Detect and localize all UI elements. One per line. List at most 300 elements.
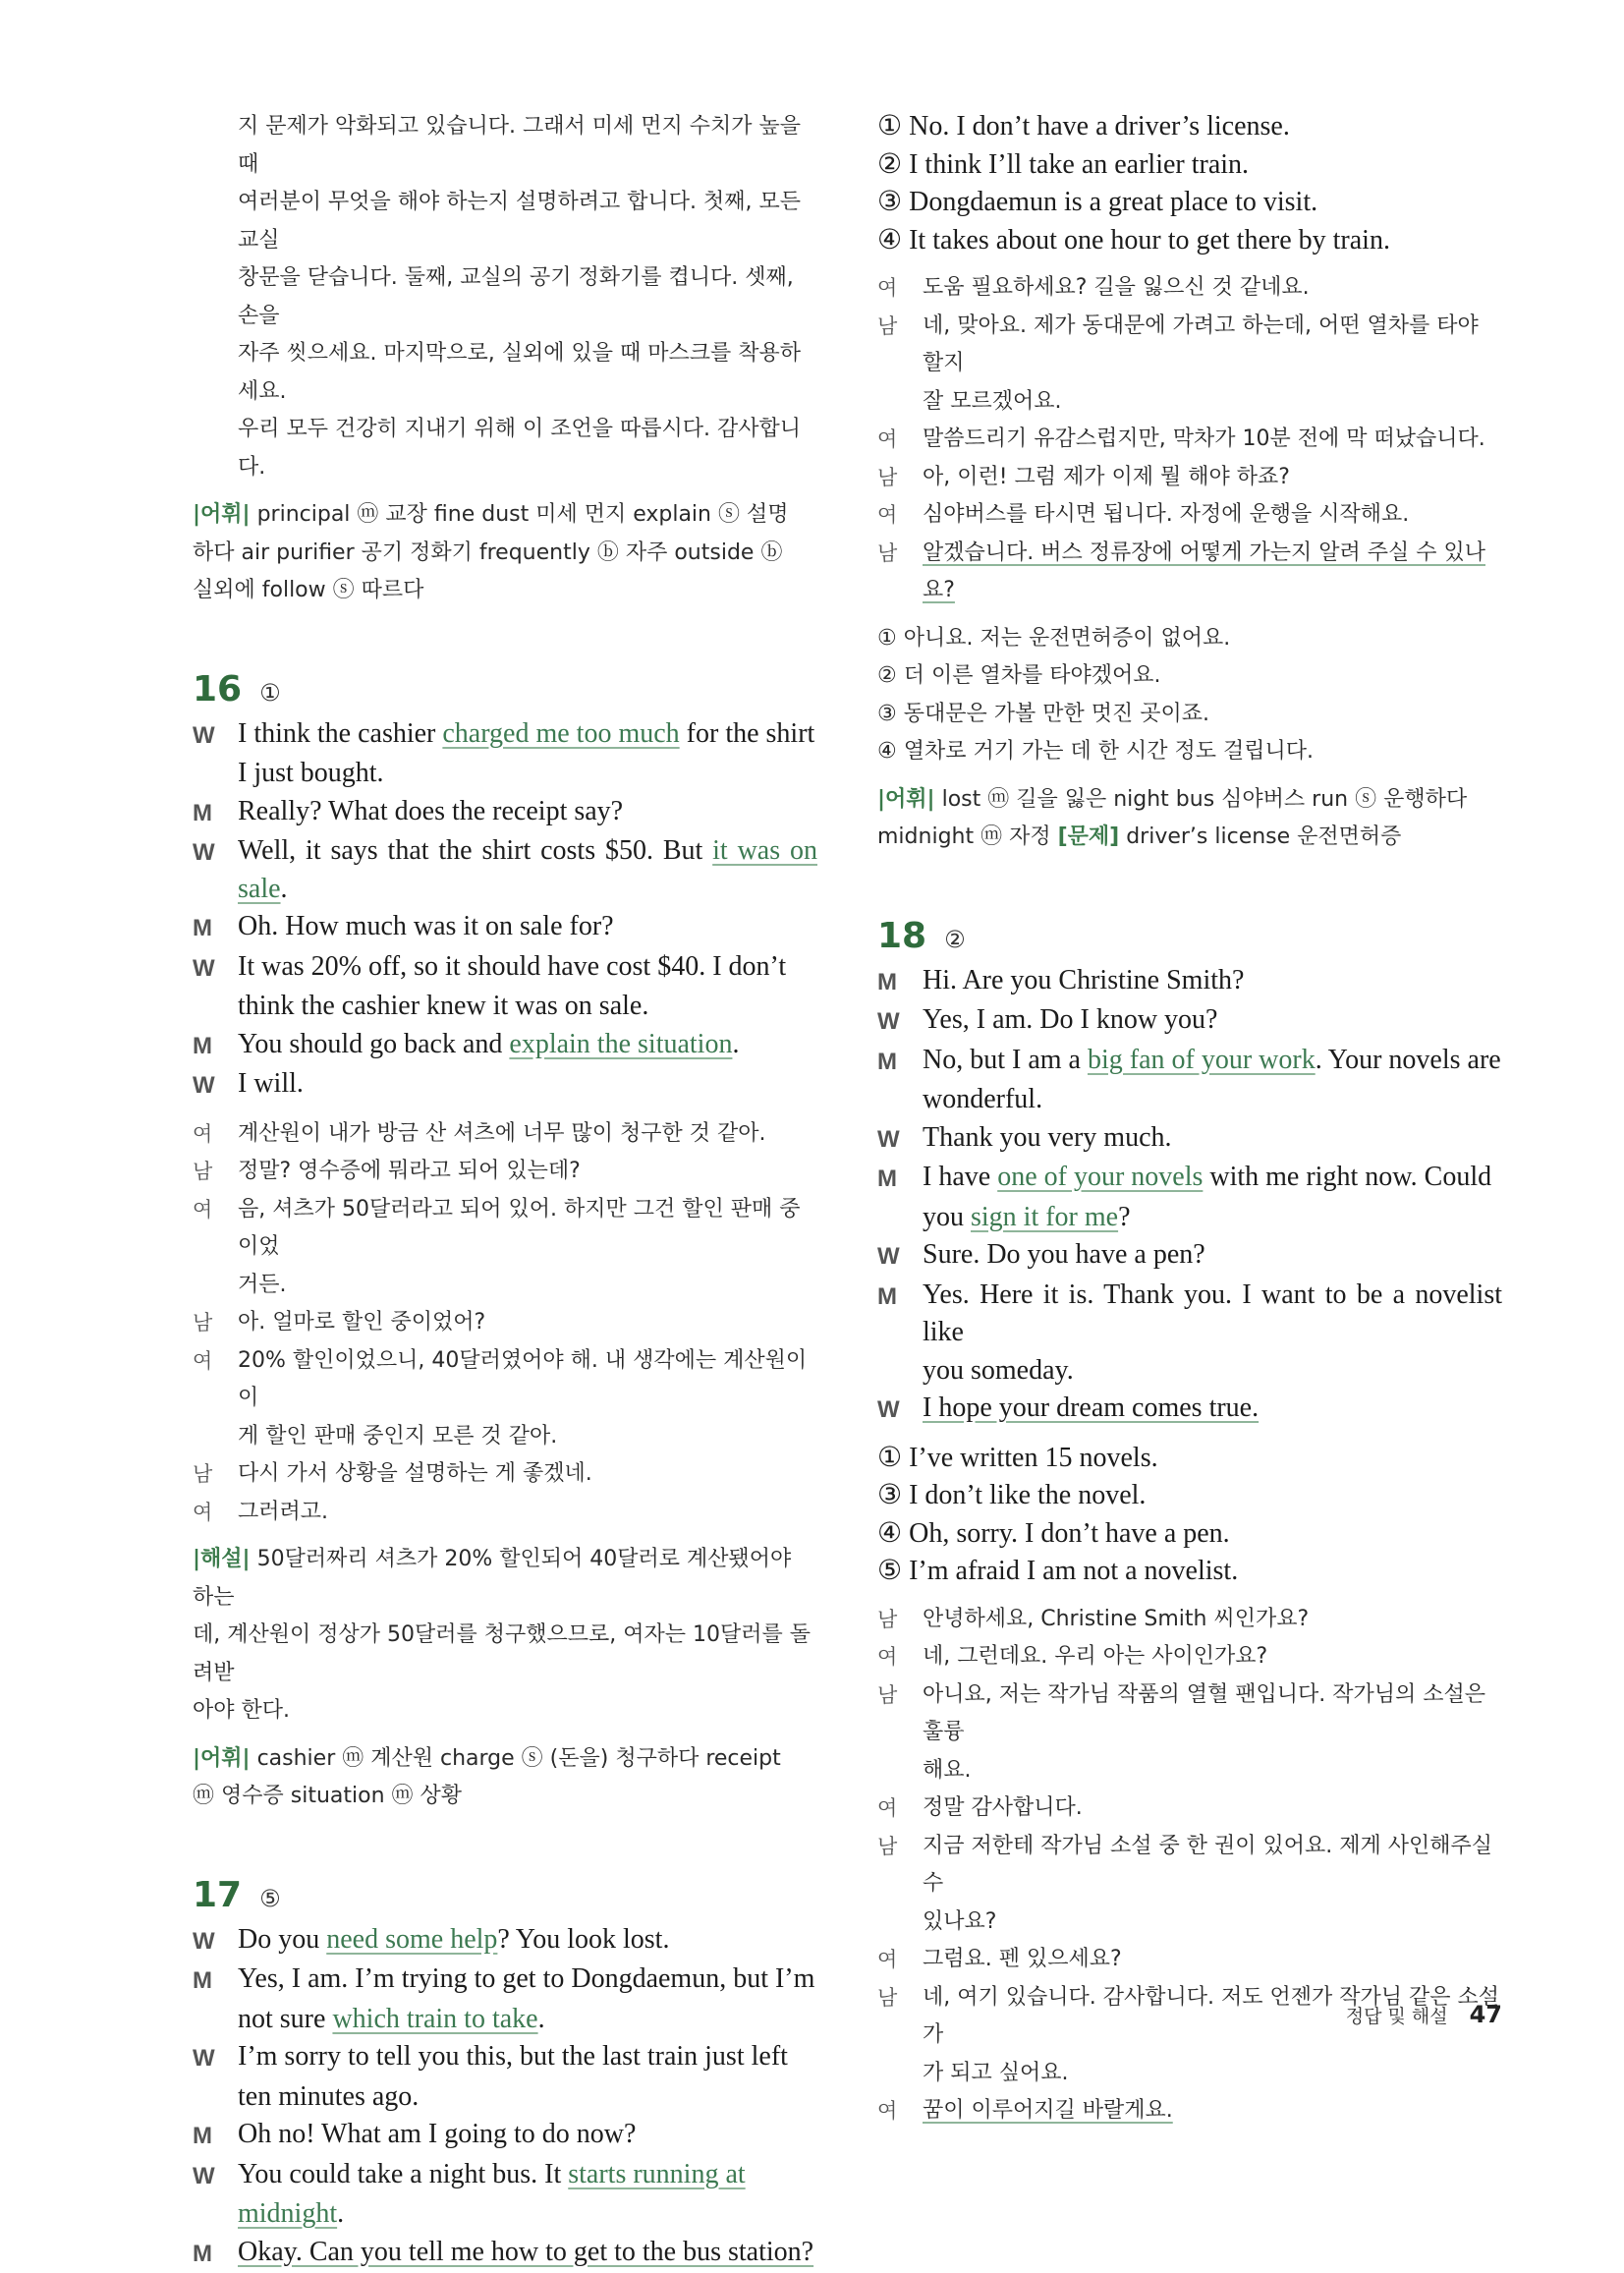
text: ten minutes ago. [238,2081,419,2112]
translation-line [877,535,1502,610]
q16-number: 16 [193,669,242,710]
paragraph-line: 우리 모두 건강히 지내기 위해 이 조언을 따릅시다. 감사합니다. [193,411,817,486]
speaker-label [193,988,238,1026]
translation-text [923,1828,1502,1904]
option: ③ I don’t like the novel. [877,1477,1502,1515]
text: 지금 저한테 작가님 소설 중 한 권이 있어요. 제게 사인해주실 수 [923,1834,1492,1897]
answer-sentence: Okay. Can you tell me how to get to the bus station? [238,2237,813,2267]
option-korean: ③ 동대문은 가볼 만한 멋진 곳이죠. [877,696,1502,734]
speaker-label: 여 [193,1342,238,1418]
speaker-label: 남 [877,459,923,497]
text: I just bought. [238,758,384,788]
text: I’m sorry to tell you this, but the last train just left [238,2041,788,2072]
highlighted-phrase: midnight [238,2198,337,2229]
q18-header [877,916,1502,956]
dialogue-line [193,948,817,989]
dialogue-line [877,1081,1502,1119]
highlighted-phrase: which train to take [332,2004,537,2034]
speaker-label: W [193,715,238,756]
dialogue-text [238,832,817,908]
text: 그럼요. 펜 있으세요? [923,1947,1122,1971]
translation-line [193,1153,817,1191]
explanation-text: 50달러짜리 셔츠가 20% 할인되어 40달러로 계산됐어야 하는 [193,1547,791,1610]
dialogue-line [193,988,817,1026]
dialogue-text [923,1119,1502,1160]
text: Sure. Do you have a pen? [923,1239,1205,1270]
translation-line [877,1941,1502,1979]
speaker-label: 여 [193,1494,238,1532]
dialogue-text [923,1390,1502,1430]
text: 말씀드리기 유감스럽지만, 막차가 10분 전에 막 떠났습니다. [923,426,1485,451]
q16-translation [193,1115,817,1532]
text: . [281,874,288,904]
text: 꿈이 이루어지길 바랄게요. [923,2098,1173,2123]
translation-text [923,269,1502,308]
dialogue-line [193,793,817,833]
dialogue-text [238,2001,817,2039]
vocab-tag: |어휘| [193,1746,251,1771]
text: 알겠습니다. 버스 정류장에 어떻게 가는지 알려 주실 수 있나요? [923,540,1485,603]
dialogue-text [923,1001,1502,1042]
speaker-label: 여 [877,496,923,535]
dialogue-text [238,715,817,756]
speaker-label: 남 [193,1153,238,1191]
translation-text [238,1418,817,1456]
speaker-label: 여 [877,1638,923,1676]
text: ? [1118,1202,1130,1232]
dialogue-text [238,988,817,1026]
option: ③ Dongdaemun is a great place to visit. [877,184,1502,222]
translation-line [193,1418,817,1456]
highlighted-phrase: it was on sale [238,835,817,904]
speaker-label: M [877,1159,923,1199]
dialogue-text [238,1065,817,1106]
speaker-label: W [193,832,238,908]
speaker-label [877,383,923,422]
left-column [193,108,817,2273]
dialogue-line [877,1001,1502,1042]
q16-dialogue [193,715,817,1106]
speaker-label: 남 [877,1601,923,1639]
translation-text [238,1153,817,1191]
speaker-label [877,1081,923,1119]
option: ① No. I don’t have a driver’s license. [877,108,1502,146]
translation-text [238,1342,817,1418]
speaker-label: M [193,793,238,833]
translation-line [877,1904,1502,1942]
explanation-tag: |해설| [193,1547,251,1571]
speaker-label: W [877,1390,923,1430]
translation-line [193,1115,817,1154]
text: 정말 감사합니다. [923,1795,1083,1820]
speaker-label [193,755,238,793]
translation-line [877,1601,1502,1639]
q18-options [877,1440,1502,1591]
page-number: 47 [1470,2001,1502,2028]
vocab-text: principal ⓜ 교장 fine dust 미세 먼지 explain ⓢ 설명 [257,502,789,527]
speaker-label [193,2001,238,2039]
speaker-label: W [193,948,238,989]
text: Yes, I am. Do I know you? [923,1004,1217,1035]
translation-text [923,2055,1502,2093]
text: Well, it says that the shirt costs $50. But [238,835,712,866]
text: . [732,1029,739,1059]
translation-line [877,269,1502,308]
dialogue-line [877,1352,1502,1391]
dialogue-text [238,2195,817,2234]
translation-line [877,308,1502,383]
text: 도움 필요하세요? 길을 잃으신 것 같네요. [923,275,1310,300]
dialogue-line [877,1390,1502,1430]
text: Do you [238,1924,326,1955]
text: Oh. How much was it on sale for? [238,911,614,941]
translation-line [877,2092,1502,2131]
translation-text [238,1267,817,1305]
explanation-line [193,1541,817,1617]
highlighted-phrase: need some help [326,1924,497,1955]
option: ① I’ve written 15 novels. [877,1440,1502,1478]
text: No, but I am a [923,1045,1088,1075]
translation-line [877,496,1502,535]
translation-line [877,383,1502,422]
vocab-tag: |어휘| [193,502,251,527]
speaker-label: 남 [877,1676,923,1752]
translation-line [193,1191,817,1267]
text: 계산원이 내가 방금 산 셔츠에 너무 많이 청구한 것 같아. [238,1121,765,1146]
option: ⑤ I’m afraid I am not a novelist. [877,1553,1502,1591]
speaker-label: M [193,1026,238,1066]
text: for the shirt [680,718,815,749]
translation-text [238,1455,817,1494]
text: with me right now. Could [1203,1162,1491,1192]
speaker-label [193,2195,238,2234]
dialogue-text [923,962,1502,1002]
option: ④ It takes about one hour to get there by train. [877,222,1502,260]
translation-line [193,1455,817,1494]
option: ④ Oh, sorry. I don’t have a pen. [877,1515,1502,1554]
speaker-label: W [877,1119,923,1160]
vocab-line [193,572,817,610]
dialogue-text [923,1352,1502,1391]
q16-explanation [193,1541,817,1731]
speaker-label: 여 [193,1115,238,1154]
q16-vocabulary [193,1740,817,1816]
translation-line [877,421,1502,459]
text: think the cashier knew it was on sale. [238,991,648,1021]
paragraph-line: 여러분이 무엇을 해야 하는지 설명하려고 합니다. 첫째, 모든 교실 [193,184,817,259]
text: not sure [238,2004,332,2034]
dialogue-text [923,1042,1502,1082]
dialogue-text [238,2156,817,2196]
speaker-label: M [193,908,238,948]
translation-line [877,459,1502,497]
q15-translation-continued [193,108,817,486]
vocab-text: 하다 air purifier 공기 정화기 frequently ⓑ 자주 outside ⓑ [193,540,782,565]
q16-header [193,669,817,710]
text: You could take a night bus. It [238,2159,568,2189]
text: 심야버스를 타시면 됩니다. 자정에 운행을 시작해요. [923,502,1409,527]
text: 아. 얼마로 할인 중이었어? [238,1310,485,1335]
dialogue-text [238,1960,817,2001]
vocab-line [193,1778,817,1816]
speaker-label: W [193,1921,238,1961]
speaker-label [193,1418,238,1456]
dialogue-line [877,962,1502,1002]
vocab-text: cashier ⓜ 계산원 charge ⓢ (돈을) 청구하다 receipt [257,1746,781,1771]
dialogue-line [193,755,817,793]
dialogue-text [238,793,817,833]
option-korean: ① 아니요. 저는 운전면허증이 없어요. [877,620,1502,658]
text: you someday. [923,1355,1074,1386]
speaker-label: 남 [877,308,923,383]
dialogue-line [877,1199,1502,1237]
dialogue-line [193,2038,817,2078]
q18-answer: ② [944,926,966,953]
q17-options [877,108,1502,259]
translation-line [193,1267,817,1305]
highlighted-phrase: explain the situation [509,1029,732,1059]
explanation-text: 데, 계산원이 정상가 50달러를 청구했으므로, 여자는 10달러를 돌려받 [193,1622,811,1685]
speaker-label [877,1904,923,1942]
translation-text [923,1601,1502,1639]
translation-text [238,1191,817,1267]
paragraph-line: 자주 씻으세요. 마지막으로, 실외에 있을 때 마스크를 착용하세요. [193,335,817,411]
translation-text [923,1904,1502,1942]
vocab-text: ⓜ 영수증 situation ⓜ 상황 [193,1784,462,1808]
q18-dialogue [877,962,1502,1430]
translation-text [238,1304,817,1342]
translation-text [923,1752,1502,1790]
translation-text [923,1941,1502,1979]
translation-text [238,1115,817,1154]
text: Yes, I am. I’m trying to get to Dongdaemun, but I’m [238,1963,814,1994]
text: wonderful. [923,1084,1042,1114]
translation-text [923,496,1502,535]
page-footer [1346,2001,1502,2028]
dialogue-text [238,1921,817,1961]
dialogue-line [193,1921,817,1961]
speaker-label: 남 [877,1828,923,1904]
right-column [877,108,1502,2131]
text: 아, 이런! 그럼 제가 이제 뭘 해야 하죠? [923,465,1290,489]
dialogue-line [193,2234,817,2273]
translation-text [923,1790,1502,1828]
text: I think the cashier [238,718,442,749]
dialogue-text [238,2078,817,2117]
text: 음, 셔츠가 50달러라고 되어 있어. 하지만 그건 할인 판매 중이었 [238,1197,800,1260]
text: 안녕하세요, Christine Smith 씨인가요? [923,1607,1309,1631]
text: ? You look lost. [497,1924,669,1955]
dialogue-text [238,948,817,989]
translation-line [877,1638,1502,1676]
text: 네, 그런데요. 우리 아는 사이인가요? [923,1644,1267,1669]
paragraph-line: 창문을 닫습니다. 둘째, 교실의 공기 정화기를 켭니다. 셋째, 손을 [193,259,817,335]
text: Yes. Here it is. Thank you. I want to be a novelist like [923,1279,1502,1348]
translation-line [877,1790,1502,1828]
translation-text [923,535,1502,610]
dialogue-line [193,2195,817,2234]
dialogue-text [923,1199,1502,1237]
dialogue-line [193,2116,817,2156]
text: I will. [238,1068,304,1099]
translation-text [923,1676,1502,1752]
dialogue-line [193,1065,817,1106]
text: I have [923,1162,997,1192]
translation-line [193,1304,817,1342]
speaker-label: M [193,1960,238,2001]
translation-line [877,1828,1502,1904]
dialogue-text [923,1159,1502,1199]
vocab-line [193,1740,817,1779]
explanation-line [193,1692,817,1731]
dialogue-line [193,2001,817,2039]
dialogue-line [193,2078,817,2117]
speaker-label [877,1199,923,1237]
translation-text [923,1638,1502,1676]
text: You should go back and [238,1029,509,1059]
dialogue-text [238,755,817,793]
speaker-label: 여 [877,1941,923,1979]
dialogue-line [193,908,817,948]
speaker-label [193,2078,238,2117]
speaker-label: M [877,1042,923,1082]
option: ② I think I’ll take an earlier train. [877,146,1502,185]
text: 정말? 영수증에 뭐라고 되어 있는데? [238,1159,581,1183]
text: 그러려고. [238,1500,328,1524]
q17-number: 17 [193,1875,242,1915]
translation-text [923,421,1502,459]
text: . [538,2004,545,2034]
speaker-label: 여 [877,1790,923,1828]
speaker-label: W [193,1065,238,1106]
highlighted-phrase: starts running at [568,2159,745,2189]
dialogue-line [193,832,817,908]
dialogue-line [877,1042,1502,1082]
vocab-text: 실외에 follow ⓢ 따르다 [193,578,423,602]
speaker-label: 여 [877,269,923,308]
option-korean: ② 더 이른 열차를 타야겠어요. [877,657,1502,696]
translation-line [877,1676,1502,1752]
q17-vocabulary: |어휘| lost ⓜ 길을 잃은 night bus 심야버스 run ⓢ 운행하다 midnight ⓜ 자정 [문제] driver’s license 운전면허증 [877,781,1502,857]
speaker-label: W [877,1001,923,1042]
dialogue-text [238,2116,817,2156]
vocab-line [193,535,817,573]
dialogue-line [193,2156,817,2196]
speaker-label: M [877,962,923,1002]
translation-text [923,383,1502,422]
dialogue-text [238,908,817,948]
explanation-text: 아야 한다. [193,1698,290,1723]
speaker-label [193,1267,238,1305]
speaker-label: 여 [877,421,923,459]
speaker-label [877,2055,923,2093]
speaker-label: M [877,1277,923,1352]
answer-sentence: I hope your dream comes true. [923,1392,1259,1423]
vocab-line [193,496,817,535]
text: 아니요, 저는 작가님 작품의 열혈 팬입니다. 작가님의 소설은 훌륭 [923,1682,1485,1745]
translation-line [193,1342,817,1418]
speaker-label: W [877,1236,923,1277]
dialogue-text [923,1081,1502,1119]
q18-number: 18 [877,916,926,956]
speaker-label: 남 [193,1455,238,1494]
q18-translation [877,1601,1502,2131]
text: 네, 맞아요. 제가 동대문에 가려고 하는데, 어떤 열차를 타야 할지 [923,313,1479,376]
translation-text [238,1494,817,1532]
text: 20% 할인이었으니, 40달러였어야 해. 내 생각에는 계산원이 이 [238,1348,807,1411]
text: 잘 모르겠어요. [923,389,1062,414]
highlighted-phrase: one of your novels [997,1162,1203,1192]
translation-line [877,1752,1502,1790]
dialogue-line [193,715,817,756]
text: 다시 가서 상황을 설명하는 게 좋겠네. [238,1461,592,1486]
speaker-label: 남 [877,535,923,610]
q17-options-korean [877,620,1502,771]
text: 네, 여기 있습니다. 감사합니다. 저도 언젠가 작가님 같은 소설가 [923,1985,1499,2048]
highlighted-phrase: sign it for me [971,1202,1118,1232]
text: 해요. [923,1758,972,1783]
text: 거든. [238,1273,287,1297]
translation-line [877,2055,1502,2093]
text: 있나요? [923,1909,996,1934]
translation-text [923,2092,1502,2131]
explanation-line [193,1617,817,1692]
text: . Your novels are [1316,1045,1501,1075]
text: 가 되고 싶어요. [923,2061,1069,2085]
dialogue-text [238,2234,817,2273]
dialogue-line [877,1277,1502,1352]
speaker-label [877,1752,923,1790]
speaker-label: 여 [193,1191,238,1267]
dialogue-text [238,1026,817,1066]
highlighted-phrase: charged me too much [442,718,679,749]
text: you [923,1202,971,1232]
dialogue-text [923,1236,1502,1277]
highlighted-phrase: big fan of your work [1088,1045,1316,1075]
speaker-label: 남 [877,1979,923,2055]
q17-header [193,1875,817,1915]
dialogue-line [193,1026,817,1066]
dialogue-line [193,1960,817,2001]
text: Oh no! What am I going to do now? [238,2119,636,2149]
translation-text [923,308,1502,383]
speaker-label: M [193,2116,238,2156]
dialogue-text [923,1277,1502,1352]
q16-answer: ① [259,679,281,707]
speaker-label: M [193,2234,238,2273]
q17-dialogue [193,1921,817,2273]
speaker-label: W [193,2038,238,2078]
dialogue-line [877,1236,1502,1277]
translation-text [923,459,1502,497]
text: 게 할인 판매 중인지 모른 것 같아. [238,1424,557,1449]
translation-line [193,1494,817,1532]
speaker-label: 여 [877,2092,923,2131]
option-korean: ④ 열차로 거기 가는 데 한 시간 정도 걸립니다. [877,733,1502,771]
text: Really? What does the receipt say? [238,796,623,826]
text: Hi. Are you Christine Smith? [923,965,1244,995]
text: . [337,2198,344,2229]
speaker-label [877,1352,923,1391]
q15-vocabulary [193,496,817,610]
dialogue-text [238,2038,817,2078]
speaker-label: 남 [193,1304,238,1342]
q17-answer: ⑤ [259,1885,281,1912]
footer-label: 정답 및 해설 [1346,2002,1448,2028]
text: Thank you very much. [923,1122,1172,1153]
text: It was 20% off, so it should have cost $40. I don’t [238,951,786,982]
dialogue-line [877,1119,1502,1160]
